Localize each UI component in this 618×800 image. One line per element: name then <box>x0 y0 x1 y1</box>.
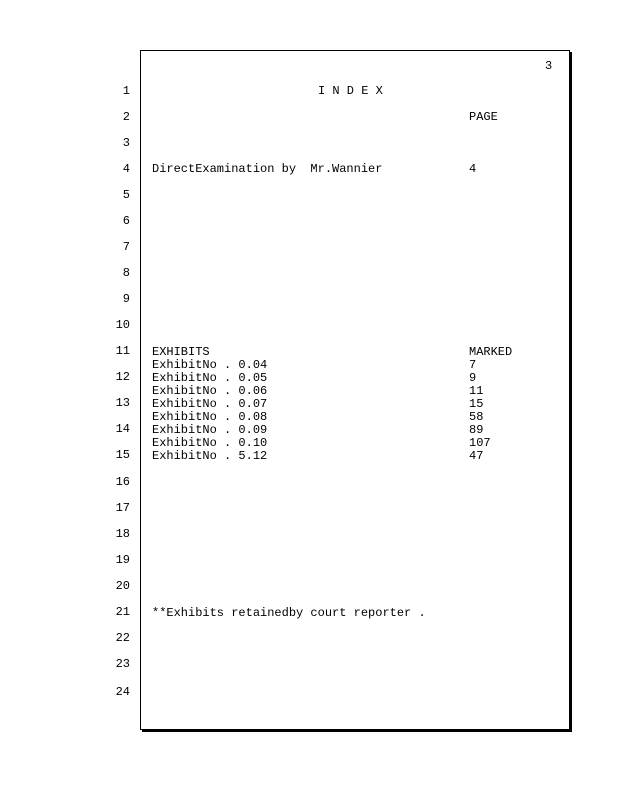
line-number: 16 <box>115 475 130 489</box>
line-number: 4 <box>122 162 130 176</box>
page-column-header: PAGE <box>469 110 498 124</box>
line-number: 23 <box>115 657 130 671</box>
page-number: 3 <box>545 59 553 73</box>
exhibit-name: ExhibitNo . 0.08 <box>152 410 268 424</box>
line-number: 1 <box>122 84 130 98</box>
index-title: I N D E X <box>318 84 383 98</box>
exhibit-name: ExhibitNo . 5.12 <box>152 449 268 463</box>
line-number: 14 <box>115 422 130 436</box>
exhibit-marked: 7 <box>469 358 477 372</box>
exhibit-name: ExhibitNo . 0.07 <box>152 397 268 411</box>
exhibit-marked: 107 <box>469 436 491 450</box>
line-number: 2 <box>122 110 130 124</box>
exhibit-name: ExhibitNo . 0.06 <box>152 384 268 398</box>
line-number: 15 <box>115 448 130 462</box>
line-number: 13 <box>115 396 130 410</box>
line-number: 24 <box>115 685 130 699</box>
line-number: 12 <box>115 370 130 384</box>
exhibit-name: ExhibitNo . 0.09 <box>152 423 268 437</box>
line-number: 17 <box>115 501 130 515</box>
footnote: **Exhibits retainedby court reporter . <box>152 606 426 620</box>
exhibit-marked: 58 <box>469 410 484 424</box>
line-number: 21 <box>115 605 130 619</box>
line-number: 22 <box>115 631 130 645</box>
examination-page: 4 <box>469 162 477 176</box>
line-number: 6 <box>122 214 130 228</box>
line-number: 18 <box>115 527 130 541</box>
marked-header: MARKED <box>469 345 513 359</box>
line-number: 11 <box>115 344 130 358</box>
line-number: 8 <box>122 266 130 280</box>
exhibit-name: ExhibitNo . 0.04 <box>152 358 268 372</box>
exhibit-marked: 89 <box>469 423 484 437</box>
line-number: 9 <box>122 292 130 306</box>
examination-entry: DirectExamination by Mr.Wannier <box>152 162 383 176</box>
exhibit-name: ExhibitNo . 0.10 <box>152 436 268 450</box>
line-number: 5 <box>122 188 130 202</box>
exhibit-marked: 9 <box>469 371 477 385</box>
exhibit-marked: 47 <box>469 449 484 463</box>
line-number: 20 <box>115 579 130 593</box>
page-shadow-bottom <box>142 730 572 732</box>
exhibit-name: ExhibitNo . 0.05 <box>152 371 268 385</box>
line-number: 19 <box>115 553 130 567</box>
exhibit-marked: 11 <box>469 384 484 398</box>
line-number: 3 <box>122 136 130 150</box>
page-shadow-right <box>570 52 572 732</box>
exhibit-marked: 15 <box>469 397 484 411</box>
line-number: 10 <box>115 318 130 332</box>
line-number: 7 <box>122 240 130 254</box>
exhibits-header: EXHIBITS <box>152 345 210 359</box>
